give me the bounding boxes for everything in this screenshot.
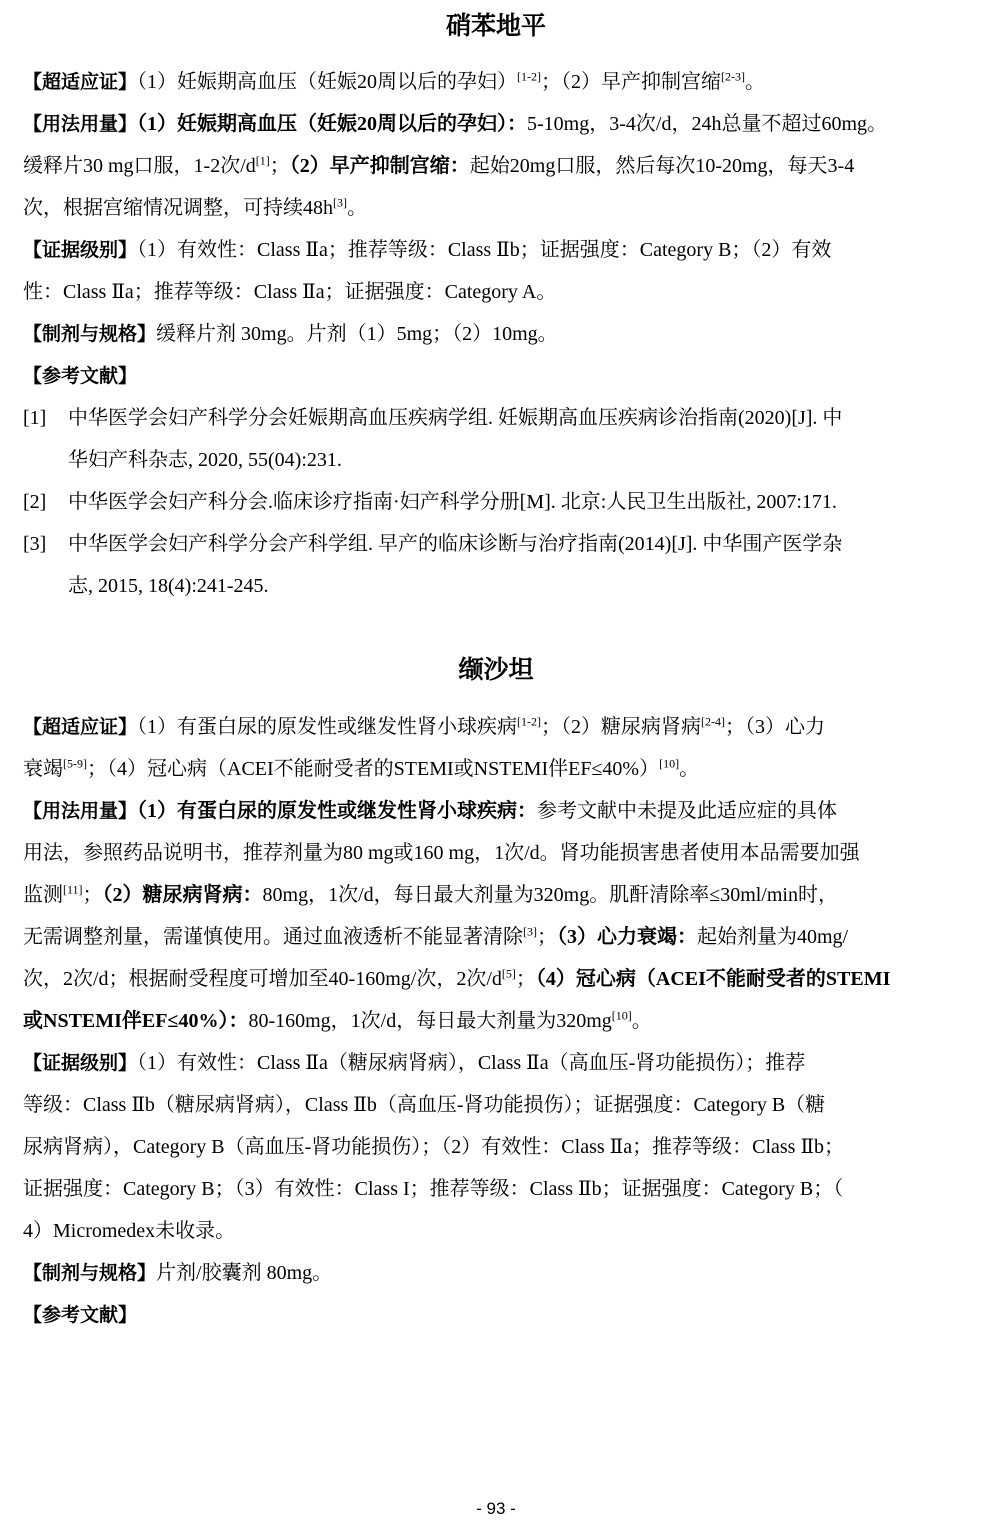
reference-number: [3] (23, 533, 47, 555)
drug2-line (23, 1137, 844, 1157)
drug1-title: 硝苯地平 (445, 11, 546, 40)
text-run: 80-160mg，1次/d，每日最大剂量为320mg (248, 1010, 612, 1032)
reference-text: 中华医学会妇产科学分会产科学组. 早产的临床诊断与治疗指南(2014)[J]. 中华围产医学杂 (68, 533, 843, 555)
reference-text: 志, 2015, 18(4):241-245. (68, 575, 269, 597)
section-heading: 【制剂与规格】 (23, 323, 157, 345)
drug1-line (23, 114, 887, 134)
bold-label: （2）早产抑制宫缩： (289, 155, 470, 177)
reference-text: 华妇产科杂志, 2020, 55(04):231. (68, 449, 342, 471)
text-run: 次，2次/d；根据耐受程度可增加至40-160mg/次，2次/d (23, 968, 502, 990)
text-run: （1）有效性：Class Ⅱa；推荐等级：Class Ⅱb；证据强度：Category B；（2）有效 (137, 239, 832, 261)
text-run: ； (82, 884, 103, 906)
bold-label: （1）有蛋白尿的原发性或继发性肾小球疾病： (137, 800, 538, 822)
bold-label: （4）冠心病（ACEI不能耐受者的STEMI (535, 968, 891, 990)
drug2-line (23, 843, 860, 863)
drug2-line (23, 1008, 652, 1032)
drug2-line (23, 1095, 825, 1115)
page-number: - 93 - (476, 1499, 516, 1518)
section-heading: 【证据级别】 (23, 239, 138, 261)
bold-label: （2）糖尿病肾病： (102, 884, 263, 906)
text-run: 性：Class Ⅱa；推荐等级：Class Ⅱa；证据强度：Category A。 (23, 281, 557, 303)
text-run: 起始20mg口服，然后每次10-20mg，每天3-4 (469, 155, 855, 177)
drug2-line (23, 1053, 805, 1073)
drug2-line (23, 756, 700, 780)
citation-superscript: [11] (63, 882, 83, 897)
text-run: ；（2）早产抑制宫缩 (541, 71, 722, 93)
bold-label: （3）心力衰竭： (557, 926, 697, 948)
reference-text: 中华医学会妇产科学分会妊娠期高血压疾病学组. 妊娠期高血压疾病诊治指南(2020)[J]. 中 (68, 407, 843, 429)
section-heading: 【制剂与规格】 (23, 1262, 157, 1284)
text-run: ；（2）糖尿病肾病 (541, 716, 702, 738)
drug2-line (23, 966, 891, 990)
citation-superscript: [2-3] (721, 69, 746, 84)
text-run: 证据强度：Category B；（3）有效性：Class I；推荐等级：Class Ⅱb；证据强度：Category B；（ (23, 1178, 844, 1200)
drug2-title: 缬沙坦 (458, 655, 534, 684)
text-run: 4）Micromedex未收录。 (23, 1220, 236, 1242)
drug2-line (23, 1179, 843, 1199)
citation-superscript: [1-2] (517, 714, 542, 729)
text-run: ； (537, 926, 557, 948)
text-run: （1）妊娠期高血压（妊娠20周以后的孕妇） (137, 71, 518, 93)
reference-number: [2] (23, 491, 47, 513)
section-heading: 【超适应证】 (23, 71, 138, 93)
citation-superscript: [10] (659, 756, 680, 771)
text-run: 缓释片30 mg口服，1-2次/d (23, 155, 256, 177)
section-heading: 【参考文献】 (23, 365, 138, 387)
drug1-line (23, 240, 831, 260)
text-run: 监测 (23, 884, 63, 906)
section-heading: 【用法用量】 (23, 800, 138, 822)
citation-superscript: [2-4] (701, 714, 726, 729)
text-run: 。 (679, 758, 700, 780)
text-run: 。 (347, 197, 367, 219)
drug1-line (23, 69, 766, 93)
text-run: 用法，参照药品说明书，推荐剂量为80 mg或160 mg，1次/d。肾功能损害患者使用本品需要加强 (23, 842, 860, 864)
bold-label: 或NSTEMI伴EF≤40%）： (23, 1010, 249, 1032)
citation-superscript: [3] (523, 924, 537, 939)
reference-text: 中华医学会妇产科分会.临床诊疗指南·妇产科学分册[M]. 北京:人民卫生出版社, 2007:171. (68, 491, 837, 513)
citation-superscript: [3] (333, 195, 347, 210)
drug2-line (23, 801, 837, 821)
text-run: ；（4）冠心病（ACEI不能耐受者的STEMI或NSTEMI伴EF≤40%） (87, 758, 660, 780)
section-heading: 【证据级别】 (23, 1052, 138, 1074)
drug2-line (23, 1263, 332, 1283)
drug2-line (23, 1305, 137, 1325)
drug1-line (23, 153, 855, 177)
text-run: ； (515, 968, 536, 990)
text-run: 尿病肾病），Category B（高血压-肾功能损伤）；（2）有效性：Class Ⅱa；推荐等级：Class Ⅱb； (23, 1136, 845, 1158)
drug2-line (23, 924, 849, 948)
text-run: ；（3）心力 (725, 716, 826, 738)
drug1-line (23, 195, 367, 219)
text-run: 片剂/胶囊剂 80mg。 (156, 1262, 333, 1284)
bold-label: （1）妊娠期高血压（妊娠20周以后的孕妇）： (137, 113, 528, 135)
drug1-line (23, 366, 137, 386)
text-run: 参考文献中未提及此适应症的具体 (537, 800, 838, 822)
text-run: 。 (745, 71, 766, 93)
citation-superscript: [1-2] (517, 69, 542, 84)
text-run: 缓释片剂 30mg。片剂（1）5mg；（2）10mg。 (156, 323, 558, 345)
citation-superscript: [5] (501, 966, 516, 981)
text-run: 次，根据宫缩情况调整，可持续48h (23, 197, 333, 219)
drug2-line (23, 714, 826, 738)
text-run: 。 (631, 1010, 652, 1032)
text-run: 无需调整剂量，需谨慎使用。通过血液透析不能显著清除 (23, 926, 523, 948)
citation-superscript: [5-9] (63, 756, 87, 771)
section-heading: 【参考文献】 (23, 1304, 138, 1326)
text-run: ； (269, 155, 290, 177)
drug2-line (23, 882, 838, 906)
text-run: 等级：Class Ⅱb（糖尿病肾病），Class Ⅱb（高血压-肾功能损伤）；证据强度：Category B（糖 (23, 1094, 826, 1116)
reference-number: [1] (23, 407, 47, 429)
citation-superscript: [10] (611, 1008, 632, 1023)
citation-superscript: [1] (255, 153, 270, 168)
drug1-line (23, 282, 556, 302)
text-run: 衰竭 (23, 758, 63, 780)
text-run: 5-10mg，3-4次/d，24h总量不超过60mg。 (527, 113, 888, 135)
section-heading: 【用法用量】 (23, 113, 138, 135)
text-run: （1）有效性：Class Ⅱa（糖尿病肾病），Class Ⅱa（高血压-肾功能损伤）；推荐 (137, 1052, 806, 1074)
drug1-line (23, 324, 558, 344)
drug2-line (23, 1221, 235, 1241)
text-run: （1）有蛋白尿的原发性或继发性肾小球疾病 (137, 716, 518, 738)
text-run: 起始剂量为40mg/ (697, 926, 849, 948)
text-run: 80mg，1次/d，每日最大剂量为320mg。肌酐清除率≤30ml/min时， (262, 884, 838, 906)
section-heading: 【超适应证】 (23, 716, 138, 738)
